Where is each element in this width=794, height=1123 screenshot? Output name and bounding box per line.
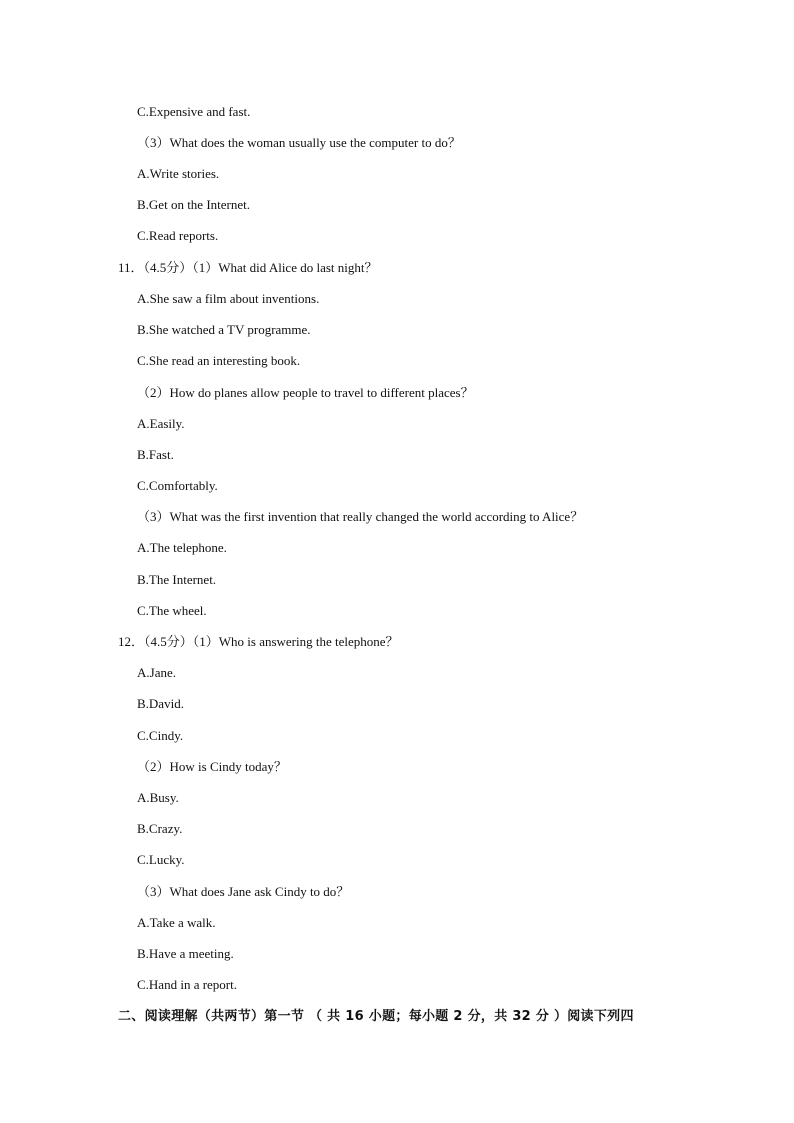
q11-sub2-prompt: （2）How do planes allow people to travel to different places？	[137, 385, 474, 400]
q12-sub2-prompt: （2）How is Cindy today？	[137, 759, 287, 774]
q11-sub3-option-a: A.The telephone.	[137, 540, 227, 555]
q12-sub1-option-a: A.Jane.	[137, 665, 176, 680]
q12-sub1-option-b: B.David.	[137, 696, 184, 711]
q10-sub3-prompt: （3）What does the woman usually use the computer to do？	[137, 135, 461, 150]
q11-header: 11．（4.5分）（1）What did Alice do last night？	[118, 260, 378, 275]
q12-sub3-option-b: B.Have a meeting.	[137, 946, 234, 961]
q11-sub1-option-b: B.She watched a TV programme.	[137, 322, 311, 337]
q12-sub3-option-a: A.Take a walk.	[137, 915, 216, 930]
q10-sub3-option-c: C.Read reports.	[137, 228, 219, 243]
q11-sub3-option-c: C.The wheel.	[137, 603, 207, 618]
q11-sub1-option-c: C.She read an interesting book.	[137, 353, 301, 368]
q12-sub2-option-c: C.Lucky.	[137, 852, 185, 867]
q11-sub1-option-a: A.She saw a film about inventions.	[137, 291, 320, 306]
q12-sub1-option-c: C.Cindy.	[137, 728, 184, 743]
q11-sub3-option-b: B.The Internet.	[137, 572, 217, 587]
q12-sub2-option-b: B.Crazy.	[137, 821, 183, 836]
section-2-heading: 二、阅读理解（共两节）第一节 （ 共 16 小题；每小题 2 分，共 32 分 ）阅读下列四	[118, 1009, 634, 1024]
q11-sub3-prompt: （3）What was the first invention that really changed the world according to Alice？	[137, 509, 584, 524]
q11-sub2-option-a: A.Easily.	[137, 416, 185, 431]
q12-sub2-option-a: A.Busy.	[137, 790, 179, 805]
q11-sub2-option-c: C.Comfortably.	[137, 478, 218, 493]
q10-sub3-option-b: B.Get on the Internet.	[137, 197, 250, 212]
q12-sub3-option-c: C.Hand in a report.	[137, 977, 238, 992]
q12-sub3-prompt: （3）What does Jane ask Cindy to do？	[137, 884, 350, 899]
q10-sub3-option-a: A.Write stories.	[137, 166, 220, 181]
q11-sub2-option-b: B.Fast.	[137, 447, 174, 462]
q12-header: 12．（4.5分）（1）Who is answering the telephone？	[118, 634, 399, 649]
q10-option-c: C.Expensive and fast.	[137, 104, 251, 119]
